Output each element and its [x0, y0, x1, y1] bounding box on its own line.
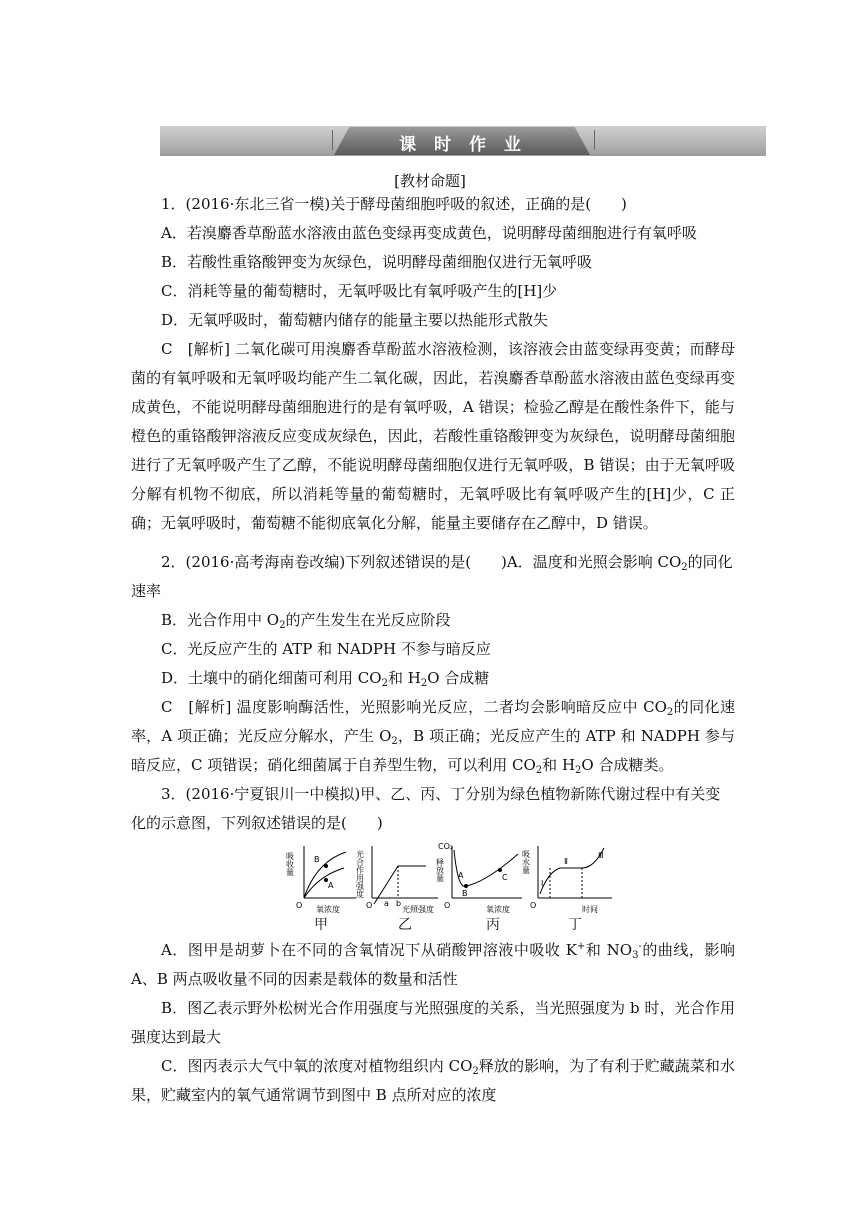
fig-yi-ylabel: 光合作用强度 — [355, 850, 365, 898]
q2-analysis-text: 的同化速率，A 项正确；光反应分解水，产生 O — [131, 698, 735, 745]
q1-option-c: C．消耗等量的葡萄糖时，无氧呼吸比有氧呼吸产生的[H]少 — [161, 282, 558, 300]
fig-label-yi: 乙 — [398, 917, 412, 933]
section-heading: [教材命题] — [394, 172, 466, 190]
fig-bing-curve — [454, 850, 518, 886]
fig-jia-ylabel: 吸收量 — [286, 852, 295, 876]
q2-stem-text: 2．(2016·高考海南卷改编)下列叙述错误的是( )A．温度和光照会影响 CO — [161, 553, 682, 571]
fig-jia-label-a: A — [328, 881, 334, 890]
q1-option-d: D．无氧呼吸时，葡萄糖内储存的能量主要以热能形式散失 — [161, 311, 549, 329]
q2-option-b — [131, 606, 735, 635]
fig-yi-origin: O — [366, 901, 373, 910]
q2-option-d — [131, 664, 735, 693]
q2-analysis — [131, 693, 735, 780]
q3-option-b: B．图乙表示野外松树光合作用强度与光照强度的关系，当光照强度为 b 时，光合作用强度达到最大 — [131, 999, 735, 1046]
fig-yi-xlabel: 光照强度 — [402, 905, 434, 914]
fig-label-ding: 丁 — [568, 917, 582, 933]
subscript: 2 — [535, 765, 543, 776]
fig-ding-label-3: Ⅲ — [598, 851, 604, 860]
superscript: - — [638, 941, 642, 952]
fig-jia-curve-b — [304, 852, 346, 898]
fig-bing-ylabel: 释放量 — [435, 858, 445, 882]
subscript: 2 — [681, 562, 688, 573]
subscript: 2 — [279, 620, 286, 631]
q2-d-text: 和 H — [387, 669, 421, 687]
q2-analysis-text: C [解析] 温度影响酶活性，光照影响光反应，二者均会影响暗反应中 CO — [161, 698, 667, 716]
fig-ding-curve — [540, 848, 604, 894]
q2-stem-text: 的同化速率 — [131, 553, 733, 600]
q2-analysis-text: O 合成糖类。 — [581, 756, 674, 774]
q2-analysis-text: ，B 项正确；光反应产生的 ATP 和 NADPH 参与暗反应，C 项错误；硝化细菌属于自养型生物，可以利用 CO — [131, 727, 735, 774]
q2-analysis-text: 和 H — [542, 756, 576, 774]
fig-ding-label-1: Ⅰ — [541, 879, 544, 888]
q2-b-text: B．光合作用中 O — [161, 611, 280, 629]
q3-a-text: A．图甲是胡萝卜在不同的含氧情况下从硝酸钾溶液中吸收 K — [161, 941, 577, 959]
q3-option-a — [131, 936, 735, 994]
q1-option-b: B．若酸性重铬酸钾变为灰绿色，说明酵母菌细胞仅进行无氧呼吸 — [161, 253, 593, 271]
q1-stem: 1．(2016·东北三省一模)关于酵母菌细胞呼吸的叙述，正确的是( ) — [161, 195, 627, 213]
subscript: 2 — [575, 765, 582, 776]
q2-b-text: 的产生发生在光反应阶段 — [285, 611, 451, 629]
q1-analysis: C [解析] 二氧化碳可用溴麝香草酚蓝水溶液检测，该溶液会由蓝变绿再变黄；而酵母菌的有氧呼吸和无氧呼吸均能产生二氧化碳，因此，若溴麝香草酚蓝水溶液由蓝色变绿再变成黄色，不能说明酵母菌细胞进行的是有氧呼吸，A 错误；检验乙醇是在酸性条件下，能与橙色的重铬酸钾溶液反应变成灰绿色，因此，若酸性重铬酸钾变为灰绿色，说明酵母菌细胞进行了无氧呼吸产生了乙醇，不能说明酵母菌细胞仅进行无氧呼吸，B 错误；由于无氧呼吸分解有机物不彻底，所以消耗等量的葡萄糖时，无氧呼吸比有氧呼吸产生的[H]少，C 正确；无氧呼吸时，葡萄糖不能彻底氧化分解，能量主要储存在乙醇中，D 错误。 — [131, 340, 735, 532]
q3-stem: 3．(2016·宁夏银川一中模拟)甲、乙、丙、丁分别为绿色植物新陈代谢过程中有关变化的示意图，下列叙述错误的是( ) — [131, 785, 721, 832]
subscript: 2 — [381, 678, 388, 689]
fig-ding-origin: O — [530, 901, 537, 910]
fig-jia-origin: O — [296, 901, 303, 910]
fig-bing-ylabel-top: CO₂ — [438, 842, 454, 851]
q1-option-a: A．若溴麝香草酚蓝水溶液由蓝色变绿再变成黄色，说明酵母菌细胞进行有氧呼吸 — [161, 224, 697, 242]
fig-bing-point-c — [498, 868, 502, 872]
fig-ding-label-2: Ⅱ — [564, 857, 568, 866]
q3-c-text: 释放的影响，为了有利于贮藏蔬菜和水果，贮藏室内的氧气通常调节到图中 B 点所对应的浓度 — [131, 1057, 735, 1104]
q3-c-text: C．图丙表示大气中氧的浓度对植物组织内 CO — [161, 1057, 473, 1075]
q2-option-c: C．光反应产生的 ATP 和 NADPH 不参与暗反应 — [161, 640, 491, 658]
fig-yi-label-b: b — [396, 899, 402, 908]
fig-bing-label-b: B — [462, 889, 468, 898]
banner-title: 课 时 作 业 — [399, 135, 527, 155]
fig-bing-point-b — [464, 884, 468, 888]
superscript: + — [576, 941, 586, 952]
q2-d-text: D．土壤中的硝化细菌可利用 CO — [161, 669, 382, 687]
subscript: 2 — [472, 1066, 479, 1077]
fig-label-jia: 甲 — [314, 917, 328, 933]
q2-d-text: O 合成糖 — [427, 669, 490, 687]
homework-banner — [160, 126, 766, 156]
fig-bing-origin: O — [444, 901, 451, 910]
subscript: 3 — [632, 950, 639, 961]
fig-jia-point-b — [324, 864, 328, 868]
q3-option-c — [131, 1052, 735, 1110]
fig-bing-label-c: C — [502, 873, 508, 882]
fig-yi-label-a: a — [384, 899, 389, 908]
q3-a-text: 和 NO — [585, 941, 633, 959]
subscript: 2 — [420, 678, 428, 689]
fig-bing-label-a: A — [458, 871, 464, 880]
fig-ding-ylabel: 吸水量 — [521, 850, 531, 874]
fig-jia-xlabel: 氧浓度 — [316, 905, 340, 914]
subscript: 2 — [666, 707, 674, 718]
fig-label-bing: 丙 — [486, 917, 500, 933]
subscript: 2 — [391, 736, 398, 747]
fig-jia-label-b: B — [314, 855, 320, 864]
fig-bing-xlabel: 氧浓度 — [486, 905, 510, 914]
q3-a-text: 的曲线，影响 A、B 两点吸收量不同的因素是载体的数量和活性 — [131, 941, 735, 988]
q2-stem — [131, 548, 735, 606]
fig-ding-xlabel: 时间 — [582, 905, 598, 914]
q3-figures — [286, 842, 616, 928]
